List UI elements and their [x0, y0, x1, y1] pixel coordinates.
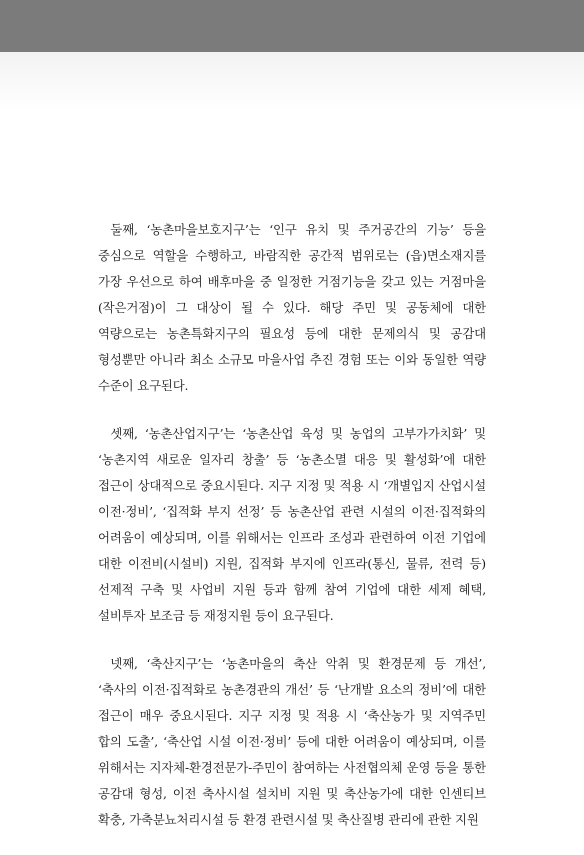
top-header-band — [0, 0, 584, 52]
paragraph-third-district: 셋째, ‘농촌산업지구’는 ‘농촌산업 육성 및 농업의 고부가가치화’ 및 ‘농촌지역 새로운 일자리 창출’ 등 ‘농촌소멸 대응 및 활성화’에 대한 접근이 상대적으로 중요시된다. 지구 지정 및 적용 시 ‘개별입지 산업시설 이전·정비’, ‘집적화 부지 선정’ 등 농촌산업 관련 시설의 이전·집적화의 어려움이 예상되며, 이를 위해서는 인프라 조성과 관련하여 이전 기업에 대한 이전비(시설비) 지원, 집적화 부지에 인프라(통신, 물류, 전력 등) 선제적 구축 및 사업비 지원 등과 함께 참여 기업에 대한 세제 혜택, 설비투자 보조금 등 재정지원 등이 요구된다. — [98, 426, 486, 623]
header-shadow — [0, 52, 584, 112]
document-body — [98, 217, 486, 855]
paragraph-fourth-district: 넷째, ‘축산지구’는 ‘농촌마을의 축산 악취 및 환경문제 등 개선’, ‘축사의 이전·집적화로 농촌경관의 개선’ 등 ‘난개발 요소의 정비’에 대한 접근이 매우 중요시된다. 지구 지정 및 적용 시 ‘축산농가 및 지역주민 합의 도출’, ‘축산업 시설 이전·정비’ 등에 대한 어려움이 예상되며, 이를 위해서는 지자체-환경전문가-주민이 참여하는 사전협의체 운영 등을 통한 공감대 형성, 이전 축사시설 설치비 지원 및 축산농가에 대한 인센티브 확충, 가축분뇨처리시설 등 환경 관련시설 및 축산질병 관리에 관한 지원 — [98, 656, 486, 827]
paragraph-second-district: 둘째, ‘농촌마을보호지구’는 ‘인구 유치 및 주거공간의 기능’ 등을 중심으로 역할을 수행하고, 바람직한 공간적 범위로는 (읍)면소재지를 가장 우선으로 하여 배후마을 중 일정한 거점기능을 갖고 있는 거점마을(작은거점)이 그 대상이 될 수 있다. 해당 주민 및 공동체에 대한 역량으로는 농촌특화지구의 필요성 등에 대한 문제의식 및 공감대 형성뿐만 아니라 최소 소규모 마을사업 추진 경험 또는 이와 동일한 역량 수준이 요구된다. — [98, 222, 486, 393]
